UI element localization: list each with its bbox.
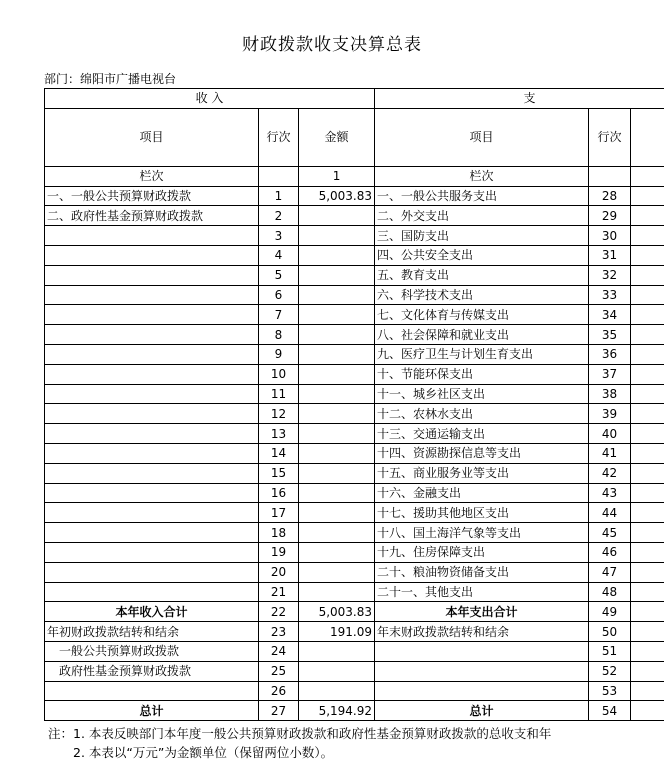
column-label-2: 栏次 [375, 166, 589, 186]
expense-extra-cell [631, 424, 664, 444]
income-item-cell [45, 582, 259, 602]
column-label: 栏次 [45, 166, 259, 186]
income-item-cell: 二、政府性基金预算财政拨款 [45, 206, 259, 226]
income-line-cell: 2 [259, 206, 299, 226]
expense-extra-cell [631, 661, 664, 681]
expense-line-cell: 49 [589, 602, 631, 622]
income-item-cell [45, 285, 259, 305]
expense-line-cell: 35 [589, 325, 631, 345]
expense-line-cell: 41 [589, 443, 631, 463]
expense-item-cell: 十三、交通运输支出 [375, 424, 589, 444]
expense-line-cell: 40 [589, 424, 631, 444]
expense-line-cell: 51 [589, 641, 631, 661]
income-amount-cell [299, 443, 375, 463]
expense-line-header: 行次 [589, 108, 631, 166]
expense-extra-cell [631, 582, 664, 602]
income-amount-cell [299, 483, 375, 503]
expense-line-cell: 28 [589, 186, 631, 206]
income-line-cell: 15 [259, 463, 299, 483]
column-line-empty [259, 166, 299, 186]
table-row [45, 305, 664, 325]
table-row [45, 424, 664, 444]
income-item-cell: 一、一般公共预算财政拨款 [45, 186, 259, 206]
budget-table [44, 88, 664, 721]
income-amount-cell [299, 562, 375, 582]
income-line-cell: 6 [259, 285, 299, 305]
column-index-row [45, 166, 664, 186]
income-item-cell [45, 364, 259, 384]
expense-extra-cell [631, 523, 664, 543]
expense-item-cell: 二十、粮油物资储备支出 [375, 562, 589, 582]
expense-extra-cell [631, 325, 664, 345]
table-row [45, 344, 664, 364]
year-total-row [45, 602, 664, 622]
carry-row [45, 622, 664, 642]
income-item-cell [45, 542, 259, 562]
income-amount-header: 金额 [299, 108, 375, 166]
expense-extra-cell [631, 384, 664, 404]
carry-row [45, 681, 664, 701]
expense-item-header: 项目 [375, 108, 589, 166]
carry-row [45, 661, 664, 681]
table-row [45, 285, 664, 305]
note-1: 注：1. 本表反映部门本年度一般公共预算财政拨款和政府性基金预算财政拨款的总收支和年 [48, 726, 552, 741]
column-amount-index: 1 [299, 166, 375, 186]
income-amount-cell [299, 404, 375, 424]
expense-line-cell: 52 [589, 661, 631, 681]
income-amount-cell [299, 226, 375, 246]
income-amount-cell: 5,194.92 [299, 701, 375, 721]
table-row [45, 443, 664, 463]
table-row [45, 384, 664, 404]
income-line-cell: 12 [259, 404, 299, 424]
expense-item-cell: 八、社会保障和就业支出 [375, 325, 589, 345]
income-item-cell [45, 562, 259, 582]
expense-item-cell: 一、一般公共服务支出 [375, 186, 589, 206]
income-item-cell: 一般公共预算财政拨款 [45, 641, 259, 661]
expense-line-cell: 38 [589, 384, 631, 404]
income-item-cell: 年初财政拨款结转和结余 [45, 622, 259, 642]
income-amount-cell [299, 503, 375, 523]
expense-extra-cell [631, 701, 664, 721]
expense-line-cell: 34 [589, 305, 631, 325]
income-line-cell: 19 [259, 542, 299, 562]
expense-extra-cell [631, 226, 664, 246]
expense-line-cell: 29 [589, 206, 631, 226]
expense-item-cell: 二十一、其他支出 [375, 582, 589, 602]
table-row [45, 463, 664, 483]
income-line-cell: 1 [259, 186, 299, 206]
income-item-cell [45, 503, 259, 523]
income-item-cell: 本年收入合计 [45, 602, 259, 622]
income-line-cell: 7 [259, 305, 299, 325]
income-item-cell [45, 523, 259, 543]
expense-extra-cell [631, 503, 664, 523]
expense-extra-cell [631, 404, 664, 424]
expense-item-cell: 十一、城乡社区支出 [375, 384, 589, 404]
expense-header: 支 [375, 89, 664, 109]
expense-extra-cell [631, 463, 664, 483]
expense-line-cell: 50 [589, 622, 631, 642]
expense-line-cell: 48 [589, 582, 631, 602]
expense-extra-cell [631, 681, 664, 701]
table-row [45, 404, 664, 424]
expense-extra-cell [631, 542, 664, 562]
table-row [45, 483, 664, 503]
income-line-cell: 9 [259, 344, 299, 364]
income-item-cell [45, 265, 259, 285]
income-amount-cell [299, 285, 375, 305]
expense-item-cell: 二、外交支出 [375, 206, 589, 226]
carry-row [45, 641, 664, 661]
income-amount-cell [299, 582, 375, 602]
expense-extra-cell [631, 206, 664, 226]
expense-line-cell: 54 [589, 701, 631, 721]
table-row [45, 582, 664, 602]
expense-extra-cell [631, 483, 664, 503]
expense-line-cell: 47 [589, 562, 631, 582]
income-line-cell: 8 [259, 325, 299, 345]
income-item-header: 项目 [45, 108, 259, 166]
expense-extra-cell [631, 443, 664, 463]
expense-item-cell: 四、公共安全支出 [375, 245, 589, 265]
expense-line-cell: 45 [589, 523, 631, 543]
page-title: 财政拨款收支决算总表 [242, 35, 422, 55]
expense-line-cell: 30 [589, 226, 631, 246]
income-item-cell [45, 424, 259, 444]
income-item-cell [45, 483, 259, 503]
expense-extra-header [631, 108, 664, 166]
expense-extra-cell [631, 344, 664, 364]
table-row [45, 364, 664, 384]
table-row [45, 245, 664, 265]
expense-item-cell: 十五、商业服务业等支出 [375, 463, 589, 483]
income-line-cell: 14 [259, 443, 299, 463]
income-line-cell: 3 [259, 226, 299, 246]
expense-line-cell: 44 [589, 503, 631, 523]
income-line-cell: 5 [259, 265, 299, 285]
income-line-cell: 25 [259, 661, 299, 681]
expense-extra-cell [631, 641, 664, 661]
income-item-cell [45, 404, 259, 424]
income-line-cell: 22 [259, 602, 299, 622]
income-amount-cell [299, 364, 375, 384]
income-amount-cell: 191.09 [299, 622, 375, 642]
expense-item-cell [375, 641, 589, 661]
income-amount-cell [299, 384, 375, 404]
expense-item-cell: 六、科学技术支出 [375, 285, 589, 305]
expense-item-cell: 十二、农林水支出 [375, 404, 589, 424]
expense-line-cell: 31 [589, 245, 631, 265]
table-row [45, 186, 664, 206]
income-item-cell [45, 245, 259, 265]
income-item-cell [45, 305, 259, 325]
expense-line-cell: 53 [589, 681, 631, 701]
expense-item-cell: 十七、援助其他地区支出 [375, 503, 589, 523]
income-amount-cell [299, 681, 375, 701]
expense-item-cell: 五、教育支出 [375, 265, 589, 285]
income-line-header: 行次 [259, 108, 299, 166]
table-row [45, 265, 664, 285]
department-label: 部门：绵阳市广播电视台 [44, 72, 177, 86]
expense-extra-cell [631, 622, 664, 642]
column-extra-empty [631, 166, 664, 186]
income-line-cell: 18 [259, 523, 299, 543]
expense-item-cell: 十八、国土海洋气象等支出 [375, 523, 589, 543]
income-header: 收 入 [45, 89, 375, 109]
table-row [45, 325, 664, 345]
income-line-cell: 11 [259, 384, 299, 404]
expense-item-cell: 三、国防支出 [375, 226, 589, 246]
income-amount-cell [299, 542, 375, 562]
footnotes [48, 724, 551, 762]
income-item-cell [45, 681, 259, 701]
income-amount-cell [299, 463, 375, 483]
income-line-cell: 27 [259, 701, 299, 721]
expense-extra-cell [631, 602, 664, 622]
income-amount-cell [299, 344, 375, 364]
income-item-cell [45, 443, 259, 463]
expense-item-cell: 本年支出合计 [375, 602, 589, 622]
income-line-cell: 21 [259, 582, 299, 602]
table-row [45, 226, 664, 246]
income-line-cell: 4 [259, 245, 299, 265]
income-amount-cell [299, 641, 375, 661]
income-line-cell: 20 [259, 562, 299, 582]
expense-extra-cell [631, 265, 664, 285]
income-line-cell: 17 [259, 503, 299, 523]
income-amount-cell: 5,003.83 [299, 186, 375, 206]
expense-extra-cell [631, 186, 664, 206]
expense-line-cell: 42 [589, 463, 631, 483]
income-line-cell: 23 [259, 622, 299, 642]
expense-item-cell: 十、节能环保支出 [375, 364, 589, 384]
expense-line-cell: 33 [589, 285, 631, 305]
income-line-cell: 24 [259, 641, 299, 661]
income-item-cell [45, 463, 259, 483]
table-row [45, 206, 664, 226]
column-line-empty-2 [589, 166, 631, 186]
income-line-cell: 26 [259, 681, 299, 701]
income-amount-cell [299, 424, 375, 444]
income-item-cell [45, 344, 259, 364]
expense-line-cell: 37 [589, 364, 631, 384]
expense-item-cell: 年末财政拨款结转和结余 [375, 622, 589, 642]
expense-extra-cell [631, 245, 664, 265]
income-amount-cell [299, 265, 375, 285]
table-row [45, 503, 664, 523]
expense-extra-cell [631, 364, 664, 384]
table-row [45, 562, 664, 582]
header-row-1 [45, 89, 664, 109]
income-item-cell: 总计 [45, 701, 259, 721]
expense-item-cell: 十六、金融支出 [375, 483, 589, 503]
expense-extra-cell [631, 285, 664, 305]
income-amount-cell [299, 245, 375, 265]
expense-line-cell: 39 [589, 404, 631, 424]
expense-extra-cell [631, 562, 664, 582]
expense-line-cell: 36 [589, 344, 631, 364]
expense-line-cell: 32 [589, 265, 631, 285]
income-amount-cell: 5,003.83 [299, 602, 375, 622]
income-line-cell: 16 [259, 483, 299, 503]
expense-line-cell: 43 [589, 483, 631, 503]
table-row [45, 542, 664, 562]
note-2: 2. 本表以“万元”为金额单位（保留两位小数）。 [73, 745, 334, 760]
expense-item-cell: 七、文化体育与传媒支出 [375, 305, 589, 325]
expense-extra-cell [631, 305, 664, 325]
header-row-2 [45, 108, 664, 166]
income-amount-cell [299, 523, 375, 543]
income-amount-cell [299, 305, 375, 325]
income-amount-cell [299, 325, 375, 345]
income-line-cell: 13 [259, 424, 299, 444]
income-amount-cell [299, 206, 375, 226]
expense-item-cell [375, 661, 589, 681]
expense-item-cell: 九、医疗卫生与计划生育支出 [375, 344, 589, 364]
income-item-cell [45, 226, 259, 246]
expense-item-cell: 十九、住房保障支出 [375, 542, 589, 562]
expense-item-cell: 总计 [375, 701, 589, 721]
income-line-cell: 10 [259, 364, 299, 384]
expense-item-cell [375, 681, 589, 701]
income-item-cell: 政府性基金预算财政拨款 [45, 661, 259, 681]
expense-item-cell: 十四、资源勘探信息等支出 [375, 443, 589, 463]
table-row [45, 523, 664, 543]
income-item-cell [45, 384, 259, 404]
income-amount-cell [299, 661, 375, 681]
grand-total-row [45, 701, 664, 721]
income-item-cell [45, 325, 259, 345]
expense-line-cell: 46 [589, 542, 631, 562]
